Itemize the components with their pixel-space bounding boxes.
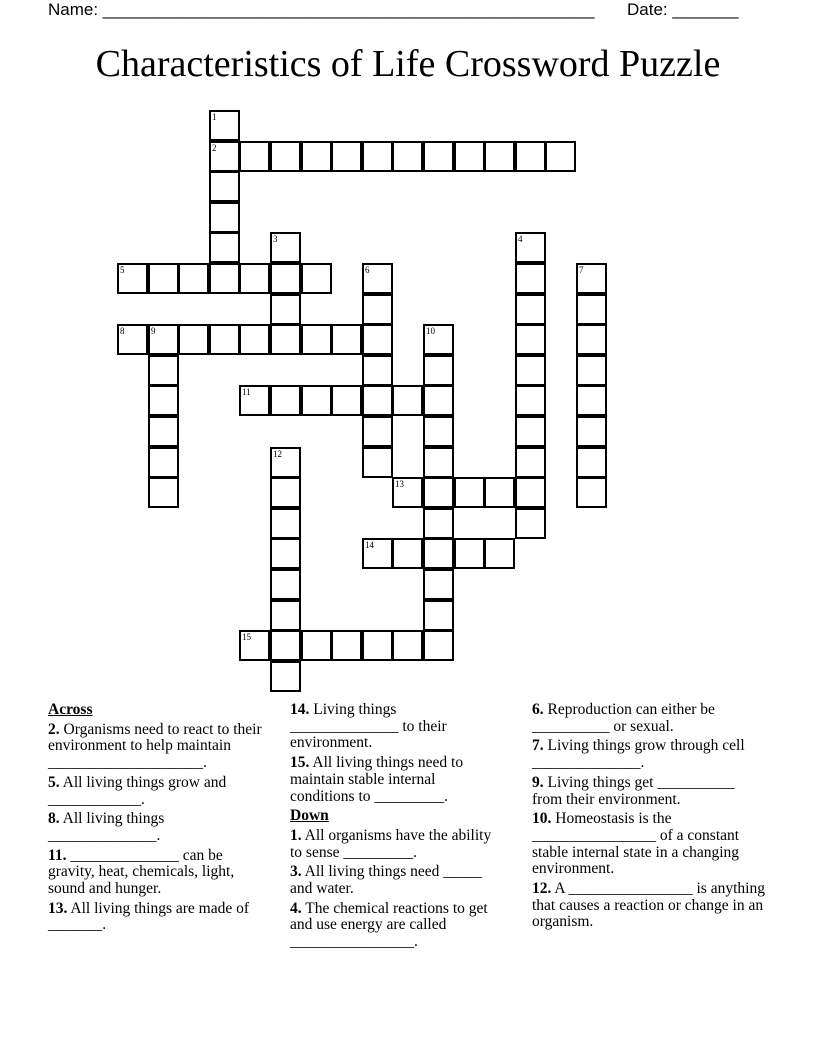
crossword-cell[interactable]	[576, 263, 607, 294]
crossword-cell[interactable]	[270, 538, 301, 569]
crossword-cell[interactable]	[209, 263, 240, 294]
clue-down-1	[290, 828, 495, 861]
clue-text: Living things get __________ from their environment.	[532, 773, 735, 808]
crossword-cell[interactable]	[392, 630, 423, 661]
clue-number: 15.	[290, 754, 310, 772]
crossword-cell[interactable]	[362, 538, 393, 569]
crossword-cell[interactable]	[576, 477, 607, 508]
crossword-cell[interactable]	[209, 202, 240, 233]
crossword-cell[interactable]	[423, 355, 454, 386]
crossword-cell[interactable]	[331, 385, 362, 416]
crossword-cell[interactable]	[331, 141, 362, 172]
clue-text: All living things need to maintain stable internal conditions to _________.	[290, 754, 464, 805]
clue-number: 14.	[290, 701, 310, 718]
crossword-cell[interactable]	[148, 385, 179, 416]
crossword-cell[interactable]	[148, 447, 179, 478]
crossword-cell[interactable]	[209, 171, 240, 202]
crossword-cell[interactable]	[454, 538, 485, 569]
crossword-cell[interactable]	[270, 232, 301, 263]
clue-number-label: 12	[273, 449, 282, 459]
clue-number: 10.	[532, 810, 552, 828]
crossword-cell[interactable]	[392, 385, 423, 416]
clue-number: 4.	[290, 899, 302, 917]
clue-across-11	[48, 848, 263, 898]
clue-text: Living things ______________ to their environment.	[290, 701, 447, 752]
clue-number-label: 9	[151, 326, 156, 336]
clue-text: Organisms need to react to their environment to help maintain ____________________.	[48, 720, 262, 772]
clue-text: ______________ can be gravity, heat, chemicals, light, sound and hunger.	[48, 846, 235, 898]
crossword-cell[interactable]	[423, 508, 454, 539]
crossword-cell[interactable]	[178, 324, 209, 355]
crossword-cell[interactable]	[423, 141, 454, 172]
clue-number-label: 14	[365, 540, 374, 550]
crossword-cell[interactable]	[423, 385, 454, 416]
crossword-cell[interactable]	[454, 141, 485, 172]
crossword-cell[interactable]	[239, 385, 270, 416]
crossword-cell[interactable]	[423, 477, 454, 508]
crossword-cell[interactable]	[209, 110, 240, 141]
crossword-cell[interactable]	[545, 141, 576, 172]
clue-across-13	[48, 901, 263, 934]
crossword-cell[interactable]	[484, 538, 515, 569]
crossword-cell[interactable]	[576, 447, 607, 478]
clue-number: 8.	[48, 810, 60, 828]
crossword-cell[interactable]	[423, 324, 454, 355]
crossword-cell[interactable]	[515, 477, 546, 508]
crossword-cell[interactable]	[239, 263, 270, 294]
clue-number-label: 4	[518, 234, 523, 244]
crossword-cell[interactable]	[270, 600, 301, 631]
crossword-cell[interactable]	[270, 630, 301, 661]
clue-number-label: 10	[426, 326, 435, 336]
clue-number: 13.	[48, 899, 68, 917]
page-title: Characteristics of Life Crossword Puzzle	[95, 43, 721, 85]
clue-down-6	[532, 702, 767, 735]
crossword-cell[interactable]	[576, 355, 607, 386]
crossword-cell[interactable]	[301, 630, 332, 661]
crossword-cell[interactable]	[239, 324, 270, 355]
clue-number-label: 5	[120, 265, 125, 275]
clue-text: All living things grow and ____________.	[48, 773, 227, 808]
crossword-cell[interactable]	[515, 447, 546, 478]
clue-number: 9.	[532, 773, 544, 791]
crossword-cell[interactable]	[117, 263, 148, 294]
crossword-cell[interactable]	[576, 416, 607, 447]
clue-across-15	[290, 755, 495, 805]
clue-number-label: 13	[395, 479, 404, 489]
crossword-cell[interactable]	[515, 232, 546, 263]
crossword-cell[interactable]	[270, 141, 301, 172]
clue-across-8	[48, 811, 263, 844]
crossword-cell[interactable]	[392, 477, 423, 508]
clue-number: 2.	[48, 720, 60, 738]
clues-column-2	[290, 702, 495, 954]
clue-text: Homeostasis is the ________________ of a constant stable internal state in a changing environment.	[532, 810, 740, 878]
crossword-cell[interactable]	[576, 324, 607, 355]
crossword-cell[interactable]	[515, 416, 546, 447]
clue-across-2	[48, 722, 263, 772]
crossword-cell[interactable]	[423, 569, 454, 600]
clue-number: 5.	[48, 773, 60, 791]
clue-number-label: 6	[365, 265, 370, 275]
crossword-cell[interactable]	[270, 294, 301, 325]
crossword-cell[interactable]	[362, 324, 393, 355]
crossword-cell[interactable]	[423, 538, 454, 569]
clue-number-label: 1	[212, 112, 217, 122]
crossword-cell[interactable]	[515, 324, 546, 355]
clues-column-3	[532, 702, 767, 934]
crossword-cell[interactable]	[270, 385, 301, 416]
clue-down-7	[532, 738, 767, 771]
crossword-cell[interactable]	[178, 263, 209, 294]
crossword-cell[interactable]	[362, 141, 393, 172]
crossword-cell[interactable]	[423, 630, 454, 661]
crossword-cell[interactable]	[148, 355, 179, 386]
crossword-cell[interactable]	[362, 385, 393, 416]
clue-number-label: 11	[242, 387, 251, 397]
crossword-cell[interactable]	[362, 416, 393, 447]
crossword-cell[interactable]	[362, 355, 393, 386]
crossword-cell[interactable]	[331, 324, 362, 355]
clue-number: 6.	[532, 701, 544, 718]
date-field-label: Date: _______	[627, 0, 739, 19]
crossword-cell[interactable]	[392, 141, 423, 172]
clue-across-5	[48, 775, 263, 808]
crossword-cell[interactable]	[239, 141, 270, 172]
crossword-cell[interactable]	[148, 416, 179, 447]
crossword-cell[interactable]	[515, 263, 546, 294]
crossword-cell[interactable]	[239, 630, 270, 661]
crossword-cell[interactable]	[362, 447, 393, 478]
clue-text: All organisms have the ability to sense _________.	[290, 826, 492, 861]
crossword-cell[interactable]	[270, 447, 301, 478]
clue-text: The chemical reactions to get and use energy are called ________________.	[290, 899, 488, 951]
crossword-cell[interactable]	[515, 141, 546, 172]
crossword-cell[interactable]	[331, 630, 362, 661]
clue-across-14	[290, 702, 495, 752]
clue-number-label: 15	[242, 632, 251, 642]
down-heading: Down	[290, 807, 329, 825]
crossword-cell[interactable]	[270, 661, 301, 692]
clue-text: Living things grow through cell ______________.	[532, 737, 745, 772]
clue-text: All living things are made of _______.	[48, 899, 250, 934]
crossword-cell[interactable]	[576, 385, 607, 416]
crossword-cell[interactable]	[209, 232, 240, 263]
clue-number: 3.	[290, 863, 302, 881]
crossword-cell[interactable]	[301, 324, 332, 355]
crossword-cell[interactable]	[270, 569, 301, 600]
crossword-cell[interactable]	[270, 324, 301, 355]
crossword-cell[interactable]	[423, 447, 454, 478]
clue-number: 1.	[290, 826, 302, 844]
crossword-cell[interactable]	[301, 385, 332, 416]
crossword-cell[interactable]	[117, 324, 148, 355]
crossword-cell[interactable]	[362, 263, 393, 294]
name-field-label: Name: ____________________________________________________	[48, 0, 595, 19]
crossword-cell[interactable]	[515, 355, 546, 386]
crossword-cell[interactable]	[515, 385, 546, 416]
clue-number-label: 8	[120, 326, 125, 336]
crossword-cell[interactable]	[148, 324, 179, 355]
crossword-cell[interactable]	[362, 294, 393, 325]
crossword-cell[interactable]	[301, 263, 332, 294]
clue-number: 12.	[532, 880, 552, 898]
crossword-cell[interactable]	[454, 477, 485, 508]
clue-text: All living things ______________.	[48, 810, 165, 844]
clues-column-1	[48, 702, 263, 937]
crossword-cell[interactable]	[423, 600, 454, 631]
clue-number-label: 2	[212, 143, 217, 153]
clue-number: 11.	[48, 846, 67, 864]
crossword-cell[interactable]	[515, 508, 546, 539]
clue-number: 7.	[532, 737, 544, 755]
crossword-cell[interactable]	[423, 416, 454, 447]
clue-text: A ________________ is anything that causes a reaction or change in an organism.	[532, 880, 765, 931]
crossword-cell[interactable]	[270, 263, 301, 294]
clue-down-12	[532, 881, 767, 931]
crossword-cell[interactable]	[270, 477, 301, 508]
clue-down-10	[532, 811, 767, 878]
crossword-cell[interactable]	[362, 630, 393, 661]
clue-number-label: 7	[579, 265, 584, 275]
clue-number-label: 3	[273, 234, 278, 244]
crossword-cell[interactable]	[148, 263, 179, 294]
crossword-cell[interactable]	[392, 538, 423, 569]
crossword-cell[interactable]	[484, 477, 515, 508]
crossword-cell[interactable]	[515, 294, 546, 325]
crossword-cell[interactable]	[484, 141, 515, 172]
crossword-cell[interactable]	[209, 141, 240, 172]
clue-down-3	[290, 864, 495, 897]
clue-down-4	[290, 901, 495, 951]
clue-text: All living things need _____ and water.	[290, 863, 483, 898]
clue-text: Reproduction can either be __________ or sexual.	[532, 701, 715, 735]
across-heading: Across	[48, 701, 93, 718]
crossword-cell[interactable]	[209, 324, 240, 355]
crossword-cell[interactable]	[270, 508, 301, 539]
crossword-cell[interactable]	[148, 477, 179, 508]
crossword-cell[interactable]	[301, 141, 332, 172]
crossword-cell[interactable]	[576, 294, 607, 325]
clue-down-9	[532, 775, 767, 808]
